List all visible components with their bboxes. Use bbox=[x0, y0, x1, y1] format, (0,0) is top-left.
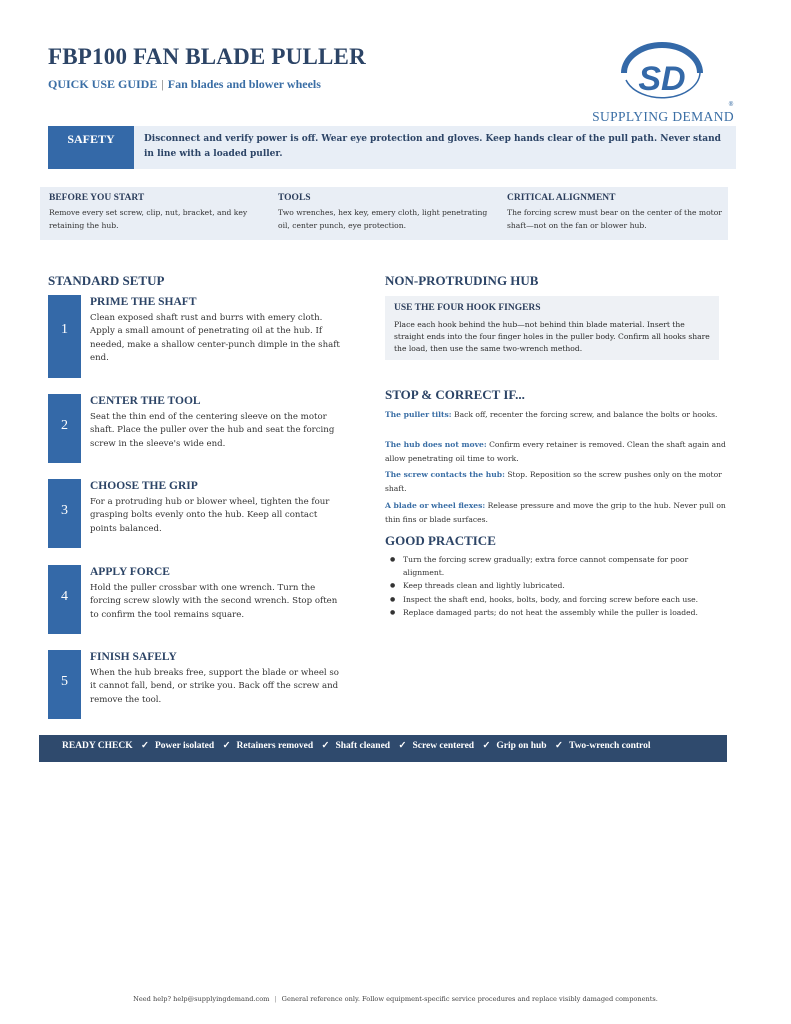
info-band bbox=[40, 187, 728, 240]
check-icon: ✓ bbox=[554, 741, 563, 751]
correct-text: Stop. Reposition so the screw pushes only on the motor shaft. bbox=[385, 470, 722, 493]
subtitle-scope: Fan blades and blower wheels bbox=[167, 77, 321, 91]
step-text: Clean exposed shaft rust and burrs with emery cloth. Apply a small amount of penetrating oil at the hub. If needed, make a shallow center-punch dimple in the shaft end. bbox=[90, 313, 340, 363]
correct-lead: The hub does not move: bbox=[385, 440, 487, 449]
registered-mark: ® bbox=[728, 101, 734, 108]
safety-text: Disconnect and verify power is off. Wear eye protection and gloves. Keep hands clear of the pull path. Never stand in line with a loaded puller. bbox=[144, 134, 721, 159]
standard-setup-heading: STANDARD SETUP bbox=[48, 273, 165, 288]
info-text: Two wrenches, hex key, emery cloth, light penetrating oil, center punch, eye protection. bbox=[278, 208, 488, 230]
step-text: When the hub breaks free, support the blade or wheel so it cannot fall, bend, or strike you. Back off the screw and remove the tool. bbox=[90, 668, 339, 705]
page-title: FBP100 FAN BLADE PULLER bbox=[48, 44, 366, 69]
correct-lead: A blade or wheel flexes: bbox=[385, 501, 486, 510]
ready-item: Retainers removed bbox=[236, 741, 314, 751]
ready-item: Two-wrench control bbox=[568, 741, 651, 751]
correct-lead: The screw contacts the hub: bbox=[385, 470, 505, 479]
ready-item: Screw centered bbox=[412, 741, 475, 751]
step-number: 4 bbox=[48, 565, 81, 634]
list-item: ● Inspect the shaft end, hooks, bolts, body, and forcing screw before each use. bbox=[390, 594, 730, 607]
hook-fingers-title: USE THE FOUR HOOK FINGERS bbox=[394, 303, 541, 313]
safety-banner bbox=[48, 126, 736, 169]
good-practice-heading: GOOD PRACTICE bbox=[385, 533, 496, 548]
step-number: 5 bbox=[48, 650, 81, 719]
before-you-start bbox=[49, 193, 264, 232]
list-item: ● Turn the forcing screw gradually; extra force cannot compensate for poor alignment. bbox=[390, 554, 730, 579]
subtitle-separator: | bbox=[161, 77, 164, 91]
step-number: 3 bbox=[48, 479, 81, 548]
correct-text: Back off, recenter the forcing screw, and balance the bolts or hooks. bbox=[451, 410, 718, 419]
list-item: ● Replace damaged parts; do not heat the assembly while the puller is loaded. bbox=[390, 607, 730, 620]
hook-fingers-box bbox=[385, 296, 719, 360]
stop-correct-heading: STOP & CORRECT IF... bbox=[385, 387, 525, 402]
step-title: CENTER THE TOOL bbox=[90, 395, 201, 407]
ready-item: Grip on hub bbox=[496, 741, 547, 751]
info-text: The forcing screw must bear on the center of the motor shaft—not on the fan or blower hub. bbox=[507, 208, 722, 230]
tools bbox=[278, 193, 493, 232]
info-text: Remove every set screw, clip, nut, bracket, and key retaining the hub. bbox=[49, 208, 248, 230]
correct-item bbox=[385, 438, 727, 465]
ready-check-bar bbox=[39, 735, 727, 762]
critical-alignment bbox=[507, 193, 722, 232]
step-text: For a protruding hub or blower wheel, tighten the four grasping bolts evenly onto the hub. Keep all contact points balanced. bbox=[90, 497, 330, 534]
correct-text: Release pressure and move the grip to the hub. Never pull on thin fins or blade surfaces. bbox=[385, 501, 726, 524]
footer-disclaimer: General reference only. Follow equipment-specific service procedures and replace visibly damaged components. bbox=[281, 995, 658, 1003]
check-icon: ✓ bbox=[141, 741, 149, 751]
step-title: APPLY FORCE bbox=[90, 566, 170, 578]
step-title: CHOOSE THE GRIP bbox=[90, 480, 198, 492]
correct-lead: The puller tilts: bbox=[385, 410, 452, 419]
correct-text: Confirm every retainer is removed. Clean the shaft again and allow penetrating oil time to work. bbox=[385, 440, 726, 463]
ready-item: Shaft cleaned bbox=[335, 741, 391, 751]
list-item: ● Keep threads clean and lightly lubricated. bbox=[390, 580, 730, 593]
brand-name: SUPPLYING DEMAND bbox=[592, 109, 734, 124]
ready-check-label: READY CHECK bbox=[62, 741, 133, 751]
step-text: Hold the puller crossbar with one wrench. Turn the forcing screw slowly with the second wrench. Stop often to confirm the tool remains square. bbox=[90, 583, 338, 620]
info-heading: BEFORE YOU START bbox=[49, 193, 145, 203]
info-heading: TOOLS bbox=[278, 193, 311, 203]
check-icon: ✓ bbox=[321, 741, 330, 751]
footer-help: Need help? help@supplyingdemand.com bbox=[133, 995, 270, 1003]
logo-mark-text: SD bbox=[638, 60, 686, 98]
step-text: Seat the thin end of the centering sleeve on the motor shaft. Place the puller over the hub and seat the forcing screw in the sleeve's wide end. bbox=[90, 412, 335, 449]
hook-fingers-text: Place each hook behind the hub—not behind thin blade material. Insert the straight ends into the four finger holes in the puller body. Confirm all hooks share the load, then use the same two-wrench method. bbox=[394, 320, 710, 354]
subtitle-guide: QUICK USE GUIDE bbox=[48, 77, 158, 91]
check-icon: ✓ bbox=[398, 741, 407, 751]
correct-item bbox=[385, 499, 727, 526]
page-subtitle bbox=[48, 77, 321, 92]
check-icon: ✓ bbox=[482, 741, 491, 751]
info-heading: CRITICAL ALIGNMENT bbox=[507, 193, 616, 203]
correct-item bbox=[385, 468, 727, 495]
page-footer bbox=[0, 995, 791, 1003]
good-practice-list bbox=[390, 554, 730, 621]
check-icon: ✓ bbox=[222, 741, 231, 751]
safety-label: SAFETY bbox=[48, 126, 134, 169]
brand-logo bbox=[590, 40, 740, 130]
step-title: PRIME THE SHAFT bbox=[90, 296, 197, 308]
step-number: 2 bbox=[48, 394, 81, 463]
ready-item: Power isolated bbox=[154, 741, 215, 751]
sd-logo-mark-icon bbox=[618, 40, 706, 102]
footer-separator: | bbox=[274, 995, 277, 1003]
correct-item bbox=[385, 408, 727, 422]
step-title: FINISH SAFELY bbox=[90, 651, 177, 663]
step-number: 1 bbox=[48, 295, 81, 378]
non-protruding-hub-heading: NON-PROTRUDING HUB bbox=[385, 273, 539, 288]
